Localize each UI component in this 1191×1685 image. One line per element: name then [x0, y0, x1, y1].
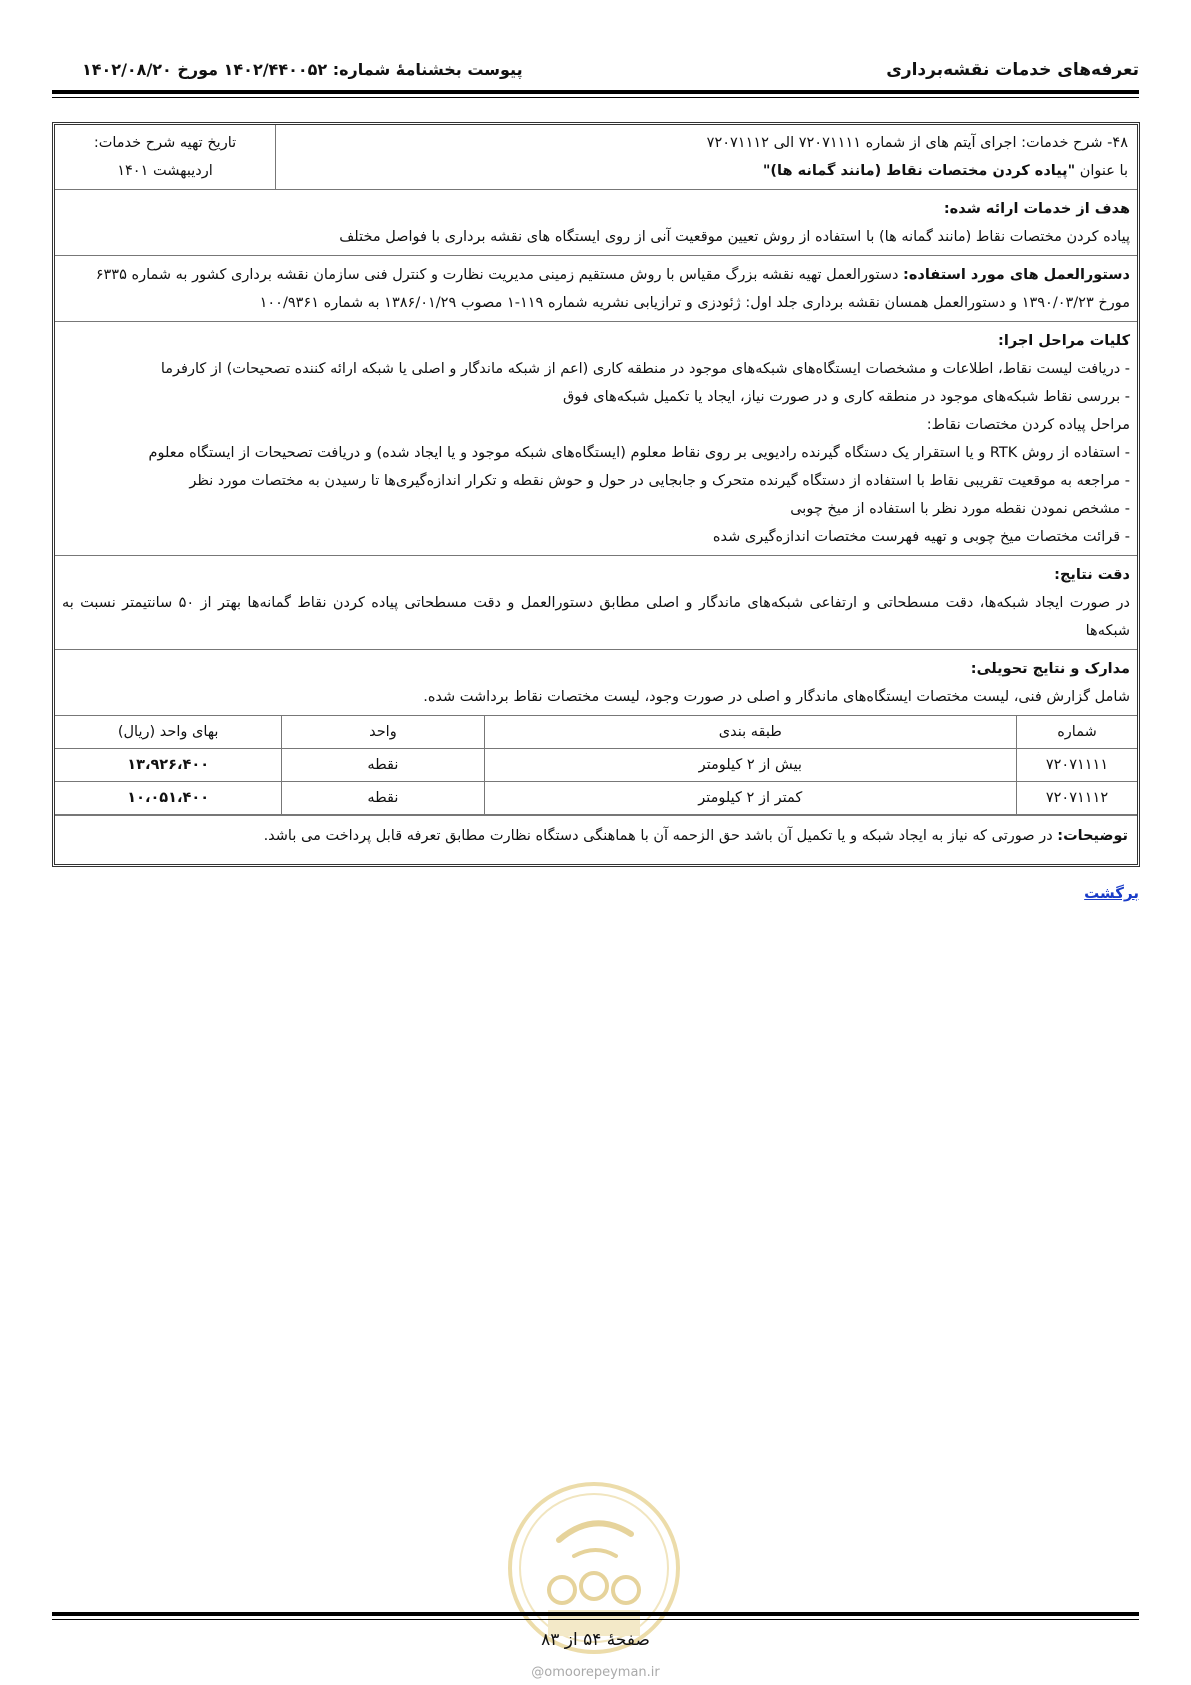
header-category: طبقه بندی: [484, 716, 1016, 749]
service-title: "پیاده کردن مختصات نقاط (مانند گمانه ها)": [762, 163, 1076, 179]
header-price: بهای واحد (ریال): [55, 716, 282, 749]
service-title-cell: [275, 125, 1137, 189]
footer-rule-thin: [52, 1619, 1139, 1620]
accuracy-heading: دقت نتایج:: [1054, 567, 1130, 583]
item-price: ۱۰،۰۵۱،۴۰۰: [55, 782, 282, 815]
goal-heading: هدف از خدمات ارائه شده:: [943, 201, 1130, 217]
deliverables-section: [55, 650, 1137, 716]
steps-item: - قرائت مختصات میخ چوبی و تهیه فهرست مختصات اندازه‌گیری شده: [712, 529, 1130, 545]
item-code: ۷۲۰۷۱۱۱۱: [1016, 749, 1137, 782]
steps-subheading: مراحل پیاده کردن مختصات نقاط:: [926, 417, 1130, 433]
notes-heading: توضیحات:: [1057, 828, 1128, 844]
service-items-line: ۴۸- شرح خدمات: اجرای آیتم های از شماره ۷۲۰۷۱۱۱۱ الی ۷۲۰۷۱۱۱۲: [706, 135, 1128, 151]
header-rule-thick: [52, 90, 1139, 94]
item-category: کمتر از ۲ کیلومتر: [484, 782, 1016, 815]
steps-item: - بررسی نقاط شبکه‌های موجود در منطقه کاری و در صورت نیاز، ایجاد یا تکمیل شبکه‌های فوق: [563, 389, 1130, 405]
steps-item: - استفاده از روش RTK و یا استقرار یک دستگاه گیرنده رادیویی بر روی نقاط معلوم (ایستگاه‌های شبکه موجود و یا ایجاد شده) و دریافت تصحیحات از ایستگاه معلوم: [148, 445, 1130, 461]
table-row: [55, 749, 1137, 782]
deliverables-heading: مدارک و نتایج تحویلی:: [970, 661, 1130, 677]
notes-section: [55, 816, 1137, 864]
steps-item: - دریافت لیست نقاط، اطلاعات و مشخصات ایستگاه‌های شبکه‌های موجود در منطقه کاری (اعم از شبکه ماندگار و اصلی یا شبکه ارائه کننده تصحیحات) از کارفرما: [160, 361, 1130, 377]
page-number: صفحهٔ ۵۴ از ۸۳: [541, 1630, 650, 1650]
accuracy-section: [55, 556, 1137, 650]
service-description-box: [52, 122, 1140, 867]
steps-heading: کلیات مراحل اجرا:: [998, 333, 1130, 349]
item-category: بیش از ۲ کیلومتر: [484, 749, 1016, 782]
service-date-cell: [55, 125, 275, 189]
header-annex-reference: پیوست بخشنامهٔ شماره: ۱۴۰۲/۴۴۰۰۵۲ مورخ ۱۴۰۲/۰۸/۲۰: [82, 60, 523, 79]
table-header-row: [55, 716, 1137, 749]
service-date-label: تاریخ تهیه شرح خدمات:: [93, 135, 237, 151]
standards-text: دستورالعمل تهیه نقشه بزرگ مقیاس با روش مستقیم زمینی مدیریت نظارت و کنترل فنی سازمان نقشه برداری کشور به شماره ۶۳۳۵ مورخ ۱۳۹۰/۰۳/۲۳ و دستورالعمل همسان نقشه برداری جلد اول: ژئودزی و ترازیابی نشریه شماره ۱۱۹-۱ مصوب ۱۳۸۶/۰۱/۲۹ به شماره ۱۰۰/۹۳۶۱: [95, 267, 1130, 311]
steps-item: - مراجعه به موقعیت تقریبی نقاط با استفاده از دستگاه گیرنده متحرک و جابجایی در حول و حوش نقطه و تکرار اندازه‌گیری‌ها تا رسیدن به مختصات مورد نظر: [189, 473, 1130, 489]
item-code: ۷۲۰۷۱۱۱۲: [1016, 782, 1137, 815]
service-title-line: [285, 157, 1128, 185]
item-price: ۱۳،۹۲۶،۴۰۰: [55, 749, 282, 782]
standards-section: [55, 256, 1137, 322]
pricing-table-row: [55, 716, 1137, 816]
pricing-table: [55, 716, 1137, 815]
service-title-row: [55, 125, 1137, 190]
header-code: شماره: [1016, 716, 1137, 749]
steps-section: [55, 322, 1137, 556]
steps-item: - مشخص نمودن نقطه مورد نظر با استفاده از میخ چوبی: [790, 501, 1130, 517]
notes-text: در صورتی که نیاز به ایجاد شبکه و یا تکمیل آن باشد حق الزحمه آن با هماهنگی دستگاه نظارت مطابق تعرفه قابل پرداخت می باشد.: [263, 828, 1058, 844]
deliverables-text: شامل گزارش فنی، لیست مختصات ایستگاه‌های ماندگار و اصلی در صورت وجود، لیست مختصات نقاط برداشت شده.: [423, 689, 1130, 705]
footer-rule-thick: [52, 1612, 1139, 1616]
accuracy-text: در صورت ایجاد شبکه‌ها، دقت مسطحاتی و ارتفاعی شبکه‌های ماندگار و اصلی مطابق دستورالعمل و دقت مسطحاتی پیاده کردن نقاط گمانه‌ها بهتر از ۵۰ سانتیمتر نسبت به شبکه‌ها: [62, 595, 1131, 639]
table-row: [55, 782, 1137, 815]
service-date-value: اردیبهشت ۱۴۰۱: [117, 163, 213, 179]
header-rule-thin: [52, 97, 1139, 98]
goal-section: [55, 190, 1137, 256]
item-unit: نقطه: [282, 782, 484, 815]
standards-heading: دستورالعمل های مورد استفاده:: [903, 267, 1130, 283]
goal-text: پیاده کردن مختصات نقاط (مانند گمانه ها) با استفاده از روش تعیین موقعیت آنی از روی ایستگاه های نقشه برداری با فواصل مختلف: [339, 229, 1130, 245]
service-title-prefix: با عنوان: [1075, 163, 1128, 179]
item-unit: نقطه: [282, 749, 484, 782]
header-unit: واحد: [282, 716, 484, 749]
site-watermark: @omoorepeyman.ir: [531, 1665, 660, 1680]
back-link[interactable]: برگشت: [1084, 884, 1139, 902]
header-title: تعرفه‌های خدمات نقشه‌برداری: [886, 60, 1139, 80]
